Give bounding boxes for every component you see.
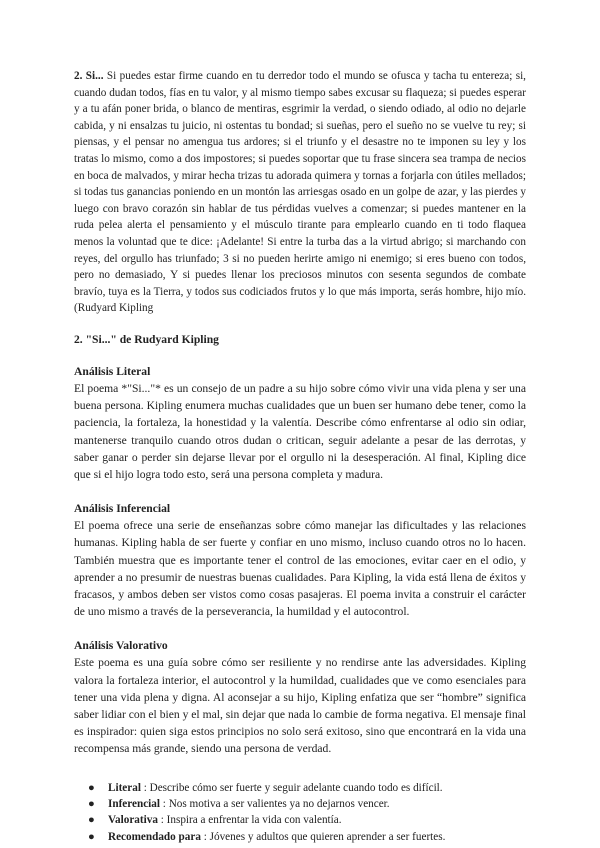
section-heading-valorativo: Análisis Valorativo bbox=[74, 639, 168, 653]
list-item-label: Recomendado para bbox=[108, 830, 201, 843]
list-item bbox=[88, 812, 526, 828]
document-page bbox=[74, 68, 526, 845]
list-item-label: Literal bbox=[108, 781, 141, 794]
list-item-text: : Nos motiva a ser valientes ya no dejarnos vencer. bbox=[160, 797, 390, 810]
document-title: 2. "Si..." de Rudyard Kipling bbox=[74, 332, 219, 346]
bullet-icon: ● bbox=[88, 814, 95, 827]
bullet-icon: ● bbox=[88, 830, 95, 843]
list-item-text: : Inspira a enfrentar la vida con valentía. bbox=[157, 814, 342, 827]
section-heading-inferencial: Análisis Inferencial bbox=[74, 502, 171, 516]
summary-list bbox=[74, 780, 526, 846]
list-item-text: : Jóvenes y adultos que quieren aprender a ser fuertes. bbox=[200, 830, 446, 843]
section-inferencial bbox=[74, 501, 526, 620]
section-valorativo bbox=[74, 638, 526, 757]
list-item-text: : Describe cómo ser fuerte y seguir adelante cuando todo es difícil. bbox=[140, 781, 443, 794]
section-text-valorativo: Este poema es una guía sobre cómo ser resiliente y no rendirse ante las adversidades. Kipling valora la fortaleza interior, el autocontrol y la humildad, cualidades que ve como esenciales para tener una vida plena y digna. Al aconsejar a su hijo, Kipling enfatiza que ser “hombre” significa saber lidiar con el bien y el mal, sin dejar que nada lo cambie de forma negativa. El mensaje final es inspirador: quien siga estos principios no solo será exitoso, sino que encontrará en la vida una recompensa más grande, siendo una persona de verdad. bbox=[74, 656, 526, 756]
section-heading-literal: Análisis Literal bbox=[74, 364, 151, 378]
section-literal bbox=[74, 364, 526, 483]
poem-paragraph bbox=[74, 68, 526, 317]
bullet-icon: ● bbox=[88, 797, 95, 810]
poem-text: Si puedes estar firme cuando en tu derredor todo el mundo se ofusca y tacha tu entereza; si, cuando dudan todos, fías en tu valor, y al mismo tiempo sabes excusar su flaqueza; si puedes esperar y a tu afán poner brida, o blanco de mentiras, esgrimir la verdad, o siendo odiado, al odio no dejarle cabida, y ni ensalzas tu juicio, ni ostentas tu bondad; si sueñas, pero el sueño no se vuelve tu rey; si piensas, y el pensar no amengua tus ardores; si el triunfo y el desastre no te imponen su ley y los tratas lo mismo, como a dos impostores; si puedes soportar que tu frase sincera sea trampa de necios en boca de malvados, y mirar hecha trizas tu adorada quimera y tornas a forjarla con útiles mellados; si todas tus ganancias poniendo en un montón las arriesgas osado en un golpe de azar, y las pierdes y luego con bravo corazón sin hablar de tus pérdidas vuelves a comenzar; si puedes mantener en la ruda pelea alerta el pensamiento y el músculo tirante para emplearlo cuando en ti todo flaquea menos la voluntad que te dice: ¡Adelante! Si entre la turba das a la virtud abrigo; si marchando con reyes, del orgullo has triunfado; 3 si no pueden herirte amigo ni enemigo; si eres bueno con todos, pero no demasiado, Y si puedes llenar los preciosos minutos con sesenta segundos de combate bravío, tuya es la Tierra, y todos sus codiciados frutos y lo que más importa, serás hombre, hijo mío. (Rudyard Kipling bbox=[74, 70, 526, 315]
list-item bbox=[88, 796, 526, 812]
list-item-label: Valorativa bbox=[108, 814, 158, 827]
section-text-literal: El poema *"Si..."* es un consejo de un padre a su hijo sobre cómo vivir una vida plena y ser una buena persona. Kipling enumera muchas cualidades que un buen ser humano debe tener, como la paciencia, la fortaleza, la honestidad y la valentía. Describe cómo enfrentarse al odio sin odiar, mantenerse tranquilo cuando otros dudan o critican, seguir adelante a pesar de las derrotas, y saber ganar o perder sin dejarse llevar por el orgullo ni la desesperación. Al final, Kipling dice que si el hijo logra todo esto, será una persona completa y madura. bbox=[74, 381, 526, 481]
list-item bbox=[88, 829, 526, 845]
list-item-label: Inferencial bbox=[108, 797, 160, 810]
section-text-inferencial: El poema ofrece una serie de enseñanzas sobre cómo manejar las dificultades y las relaciones humanas. Kipling habla de ser fuerte y confiar en uno mismo, incluso cuando otros no lo hacen. También muestra que es importante tener el control de las emociones, evitar caer en el odio, y aprender a no presumir de nuestras buenas cualidades. Para Kipling, la vida está llena de éxitos y fracasos, y ambos deben ser vistos como cosas pasajeras. El poema invita a construir el carácter de uno mismo a través de la perseverancia, la humildad y el autocontrol. bbox=[74, 519, 526, 619]
list-item bbox=[88, 780, 526, 796]
bullet-icon: ● bbox=[88, 781, 95, 794]
poem-label: 2. Si... bbox=[74, 70, 104, 82]
